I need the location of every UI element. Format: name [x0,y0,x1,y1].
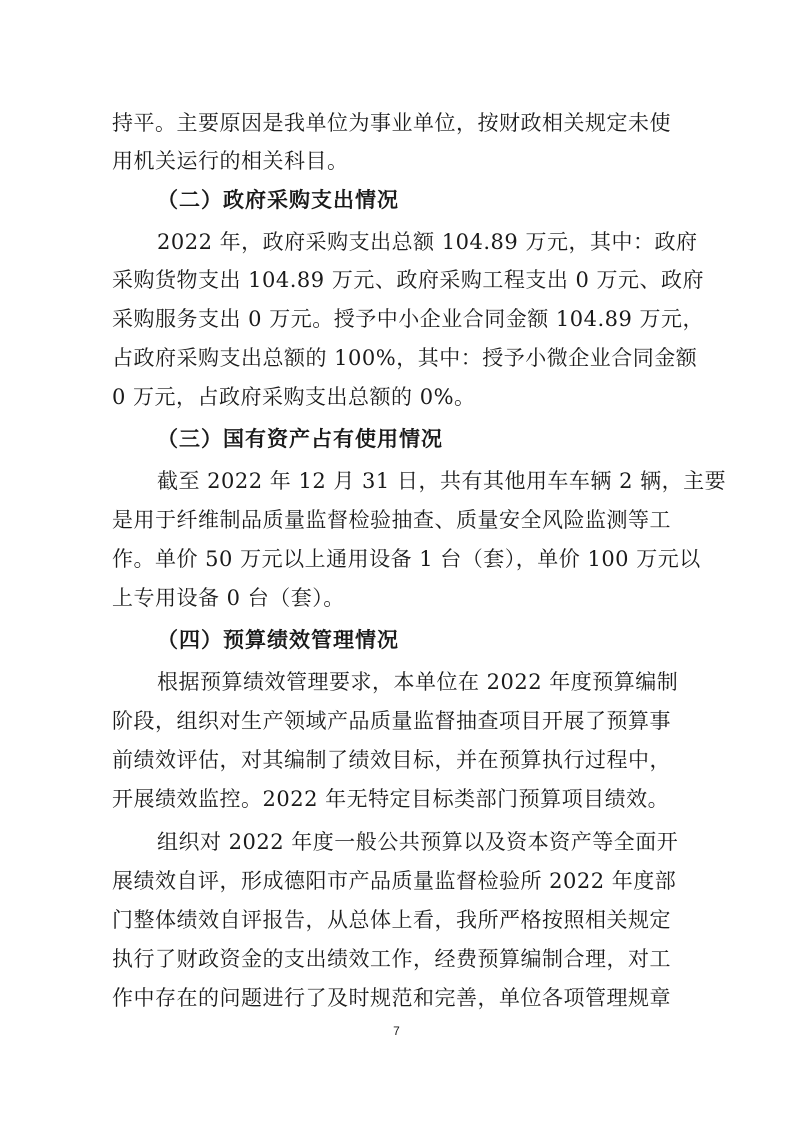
paragraph-line: 用机关运行的相关科目。 [112,149,349,173]
paragraph-line: 持平。主要原因是我单位为事业单位，按财政相关规定未使 [112,111,671,135]
paragraph-line: 展绩效自评，形成德阳市产品质量监督检验所 2022 年度部 [112,869,677,893]
section-heading-performance: （四）预算绩效管理情况 [157,628,399,652]
paragraph-line: 阶段，组织对生产领域产品质量监督抽查项目开展了预算事 [112,709,671,733]
paragraph-line: 采购货物支出 104.89 万元、政府采购工程支出 0 万元、政府 [112,268,705,292]
page-number: 7 [393,1024,400,1038]
paragraph-line: 2022 年，政府采购支出总额 104.89 万元，其中：政府 [157,230,698,254]
paragraph-line: 作中存在的问题进行了及时规范和完善，单位各项管理规章 [112,986,671,1010]
paragraph-line: 根据预算绩效管理要求，本单位在 2022 年度预算编制 [157,670,679,694]
paragraph-line: 是用于纤维制品质量监督检验抽查、质量安全风险监测等工 [112,508,671,532]
section-heading-assets: （三）国有资产占有使用情况 [157,427,443,451]
paragraph-line: 门整体绩效自评报告，从总体上看，我所严格按照相关规定 [112,908,671,932]
paragraph-line: 占政府采购支出总额的 100%，其中：授予小微企业合同金额 [112,346,698,370]
section-heading-procurement: （二）政府采购支出情况 [157,188,399,212]
paragraph-line: 前绩效评估，对其编制了绩效目标，并在预算执行过程中， [112,748,671,772]
paragraph-line: 采购服务支出 0 万元。授予中小企业合同金额 104.89 万元， [112,307,705,331]
paragraph-line: 上专用设备 0 台（套）。 [112,586,345,610]
paragraph-line: 0 万元，占政府采购支出总额的 0%。 [112,385,476,409]
paragraph-line: 执行了财政资金的支出绩效工作，经费预算编制合理，对工 [112,947,671,971]
paragraph-line: 作。单价 50 万元以上通用设备 1 台（套），单价 100 万元以 [112,547,701,571]
paragraph-line: 截至 2022 年 12 月 31 日，共有其他用车车辆 2 辆，主要 [157,469,727,493]
paragraph-line: 开展绩效监控。2022 年无特定目标类部门预算项目绩效。 [112,787,670,811]
paragraph-line: 组织对 2022 年度一般公共预算以及资本资产等全面开 [157,830,679,854]
